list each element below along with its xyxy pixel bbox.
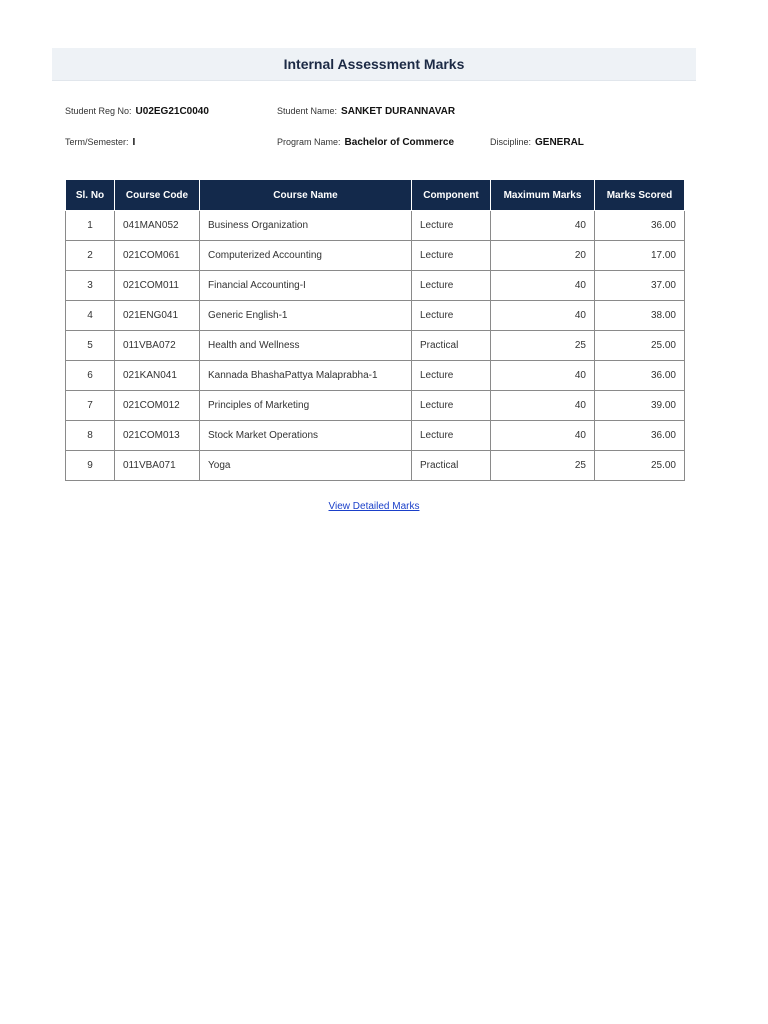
- cell-sl-no: 1: [66, 211, 115, 241]
- student-info-row-1: [65, 106, 705, 120]
- cell-course-code: 021COM012: [115, 391, 200, 421]
- cell-marks-scored: 25.00: [595, 451, 685, 481]
- cell-course-name: Financial Accounting-I: [200, 271, 412, 301]
- table-row: [66, 421, 685, 451]
- cell-marks-scored: 25.00: [595, 331, 685, 361]
- col-course-name: Course Name: [200, 180, 412, 211]
- cell-component: Lecture: [412, 211, 491, 241]
- cell-sl-no: 2: [66, 241, 115, 271]
- col-marks-scored: Marks Scored: [595, 180, 685, 211]
- student-reg-label: Student Reg No:: [65, 106, 132, 116]
- cell-marks-scored: 36.00: [595, 421, 685, 451]
- page-title: Internal Assessment Marks: [283, 56, 465, 72]
- student-info-row-2: [65, 137, 705, 151]
- cell-course-code: 011VBA072: [115, 331, 200, 361]
- cell-course-code: 021COM013: [115, 421, 200, 451]
- discipline-label: Discipline:: [490, 137, 532, 147]
- cell-sl-no: 8: [66, 421, 115, 451]
- cell-marks-scored: 36.00: [595, 211, 685, 241]
- cell-component: Practical: [412, 331, 491, 361]
- cell-marks-scored: 37.00: [595, 271, 685, 301]
- student-reg-value: U02EG21C0040: [135, 106, 209, 117]
- marks-table-header: [66, 180, 685, 211]
- cell-component: Practical: [412, 451, 491, 481]
- cell-sl-no: 6: [66, 361, 115, 391]
- cell-sl-no: 9: [66, 451, 115, 481]
- table-row: [66, 451, 685, 481]
- view-detailed-marks-container: [0, 501, 748, 512]
- cell-component: Lecture: [412, 361, 491, 391]
- cell-course-name: Business Organization: [200, 211, 412, 241]
- cell-maximum-marks: 40: [491, 421, 595, 451]
- student-name-label: Student Name:: [277, 106, 338, 116]
- cell-component: Lecture: [412, 241, 491, 271]
- term-field: [65, 137, 135, 148]
- cell-component: Lecture: [412, 271, 491, 301]
- cell-maximum-marks: 40: [491, 391, 595, 421]
- cell-sl-no: 3: [66, 271, 115, 301]
- table-row: [66, 241, 685, 271]
- table-row: [66, 211, 685, 241]
- program-value: Bachelor of Commerce: [344, 137, 455, 148]
- table-row: [66, 301, 685, 331]
- cell-component: Lecture: [412, 301, 491, 331]
- cell-maximum-marks: 40: [491, 301, 595, 331]
- cell-marks-scored: 38.00: [595, 301, 685, 331]
- cell-course-name: Yoga: [200, 451, 412, 481]
- cell-course-code: 021ENG041: [115, 301, 200, 331]
- cell-course-code: 021COM061: [115, 241, 200, 271]
- table-row: [66, 271, 685, 301]
- table-row: [66, 361, 685, 391]
- cell-course-code: 021COM011: [115, 271, 200, 301]
- program-label: Program Name:: [277, 137, 341, 147]
- cell-maximum-marks: 25: [491, 451, 595, 481]
- cell-course-name: Kannada BhashaPattya Malaprabha-1: [200, 361, 412, 391]
- term-label: Term/Semester:: [65, 137, 129, 147]
- term-value: I: [132, 137, 136, 148]
- col-sl-no: Sl. No: [66, 180, 115, 211]
- cell-course-name: Principles of Marketing: [200, 391, 412, 421]
- discipline-field: [490, 137, 584, 148]
- student-name-value: SANKET DURANNAVAR: [341, 106, 456, 117]
- marks-table: [65, 179, 685, 481]
- cell-maximum-marks: 40: [491, 211, 595, 241]
- student-reg-field: [65, 106, 209, 117]
- cell-marks-scored: 39.00: [595, 391, 685, 421]
- cell-component: Lecture: [412, 421, 491, 451]
- program-field: [277, 137, 454, 148]
- cell-course-name: Generic English-1: [200, 301, 412, 331]
- cell-sl-no: 4: [66, 301, 115, 331]
- view-detailed-marks-link[interactable]: View Detailed Marks: [328, 501, 420, 512]
- cell-maximum-marks: 40: [491, 271, 595, 301]
- col-component: Component: [412, 180, 491, 211]
- table-row: [66, 331, 685, 361]
- col-course-code: Course Code: [115, 180, 200, 211]
- cell-maximum-marks: 40: [491, 361, 595, 391]
- cell-maximum-marks: 20: [491, 241, 595, 271]
- cell-marks-scored: 36.00: [595, 361, 685, 391]
- cell-sl-no: 5: [66, 331, 115, 361]
- cell-course-code: 011VBA071: [115, 451, 200, 481]
- discipline-value: GENERAL: [535, 137, 584, 148]
- table-row: [66, 391, 685, 421]
- cell-course-name: Health and Wellness: [200, 331, 412, 361]
- title-bar: [52, 48, 696, 81]
- cell-course-name: Stock Market Operations: [200, 421, 412, 451]
- cell-course-code: 021KAN041: [115, 361, 200, 391]
- cell-course-code: 041MAN052: [115, 211, 200, 241]
- col-maximum-marks: Maximum Marks: [491, 180, 595, 211]
- cell-maximum-marks: 25: [491, 331, 595, 361]
- cell-sl-no: 7: [66, 391, 115, 421]
- cell-component: Lecture: [412, 391, 491, 421]
- marks-table-body: [66, 211, 685, 481]
- cell-course-name: Computerized Accounting: [200, 241, 412, 271]
- cell-marks-scored: 17.00: [595, 241, 685, 271]
- student-name-field: [277, 106, 455, 117]
